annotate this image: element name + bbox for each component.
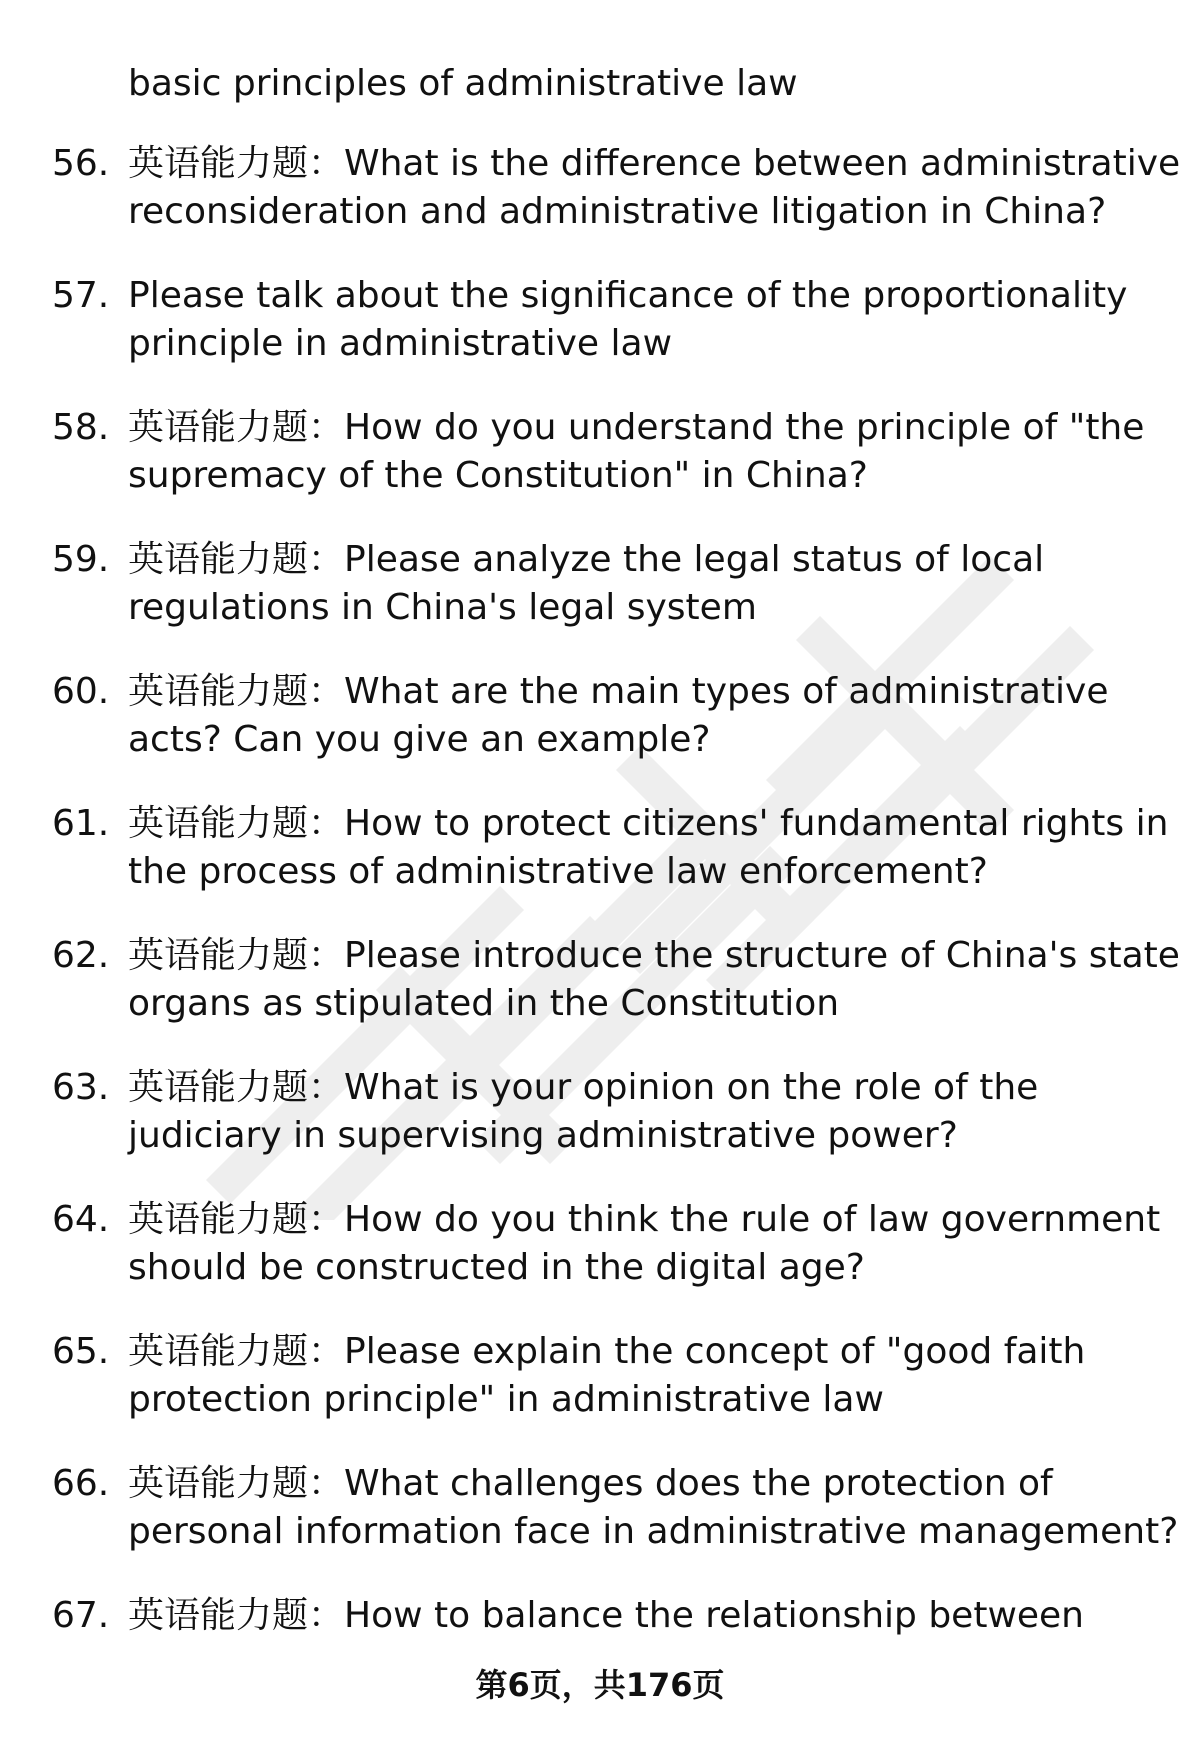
question-text <box>128 1196 1168 1292</box>
question-number: 60. <box>52 671 110 712</box>
question-number: 64. <box>52 1199 110 1240</box>
question-number: 56. <box>52 143 110 184</box>
question-line <box>128 932 1180 980</box>
question-text <box>128 536 1168 632</box>
question-number: 66. <box>52 1463 110 1504</box>
question-line <box>128 1064 1168 1112</box>
question-item <box>0 140 1200 272</box>
question-prefix: 英语能力题： <box>128 1595 345 1636</box>
question-line1: How to protect citizens' fundamental rights in <box>344 803 1169 844</box>
question-number: 63. <box>52 1067 110 1108</box>
question-line2: reconsideration and administrative litigation in China? <box>128 191 1107 232</box>
question-prefix: 英语能力题： <box>128 935 345 976</box>
question-number: 61. <box>52 803 110 844</box>
question-line <box>128 1196 1168 1244</box>
question-line <box>128 536 1168 584</box>
question-item <box>0 404 1200 536</box>
question-line2: organs as stipulated in the Constitution <box>128 983 840 1024</box>
question-prefix: 英语能力题： <box>128 407 345 448</box>
question-prefix: 英语能力题： <box>128 1067 345 1108</box>
question-list <box>0 140 1200 1724</box>
question-line2: should be constructed in the digital age? <box>128 1247 865 1288</box>
question-prefix: 英语能力题： <box>128 1199 345 1240</box>
question-line <box>128 1592 1168 1640</box>
question-line2: protection principle" in administrative law <box>128 1379 884 1420</box>
question-number: 59. <box>52 539 110 580</box>
question-line1: Please explain the concept of "good faith <box>344 1331 1086 1372</box>
question-text <box>128 1592 1168 1640</box>
question-text <box>128 1064 1168 1160</box>
question-line <box>128 800 1168 848</box>
question-item <box>0 1196 1200 1328</box>
question-item <box>0 1460 1200 1592</box>
question-line1: Please analyze the legal status of local <box>344 539 1045 580</box>
question-text <box>128 1328 1168 1424</box>
question-line2: principle in administrative law <box>128 323 673 364</box>
question-text <box>128 932 1180 1028</box>
question-line2: the process of administrative law enforcement? <box>128 851 988 892</box>
question-line <box>128 140 1181 188</box>
question-item <box>0 1328 1200 1460</box>
question-item <box>0 272 1200 404</box>
question-line2: regulations in China's legal system <box>128 587 757 628</box>
question-line <box>128 668 1168 716</box>
question-line1: What challenges does the protection of <box>344 1463 1053 1504</box>
question-number: 58. <box>52 407 110 448</box>
question-line2: supremacy of the Constitution" in China? <box>128 455 868 496</box>
question-line <box>128 404 1168 452</box>
question-prefix: 英语能力题： <box>128 803 345 844</box>
question-text <box>128 140 1181 236</box>
question-line1: What is the difference between administrative <box>344 143 1181 184</box>
question-number: 62. <box>52 935 110 976</box>
question-line1: What is your opinion on the role of the <box>344 1067 1039 1108</box>
question-text <box>128 1460 1179 1556</box>
question-line <box>128 1328 1168 1376</box>
question-item <box>0 1064 1200 1196</box>
question-item <box>0 536 1200 668</box>
question-line1: How do you understand the principle of "the <box>344 407 1145 448</box>
question-prefix: 英语能力题： <box>128 143 345 184</box>
question-line <box>128 272 1168 320</box>
question-line1: How to balance the relationship between <box>344 1595 1085 1636</box>
question-item <box>0 668 1200 800</box>
question-text <box>128 272 1168 368</box>
question-line2: judiciary in supervising administrative power? <box>128 1115 958 1156</box>
question-line <box>128 1460 1168 1508</box>
question-prefix: 英语能力题： <box>128 539 345 580</box>
page-footer: 第6页，共176页 <box>475 1666 725 1704</box>
question-number: 67. <box>52 1595 110 1636</box>
question-line2: personal information face in administrative management? <box>128 1511 1179 1552</box>
question-prefix: 英语能力题： <box>128 671 345 712</box>
question-line2: acts? Can you give an example? <box>128 719 711 760</box>
question-text <box>128 668 1168 764</box>
question-text <box>128 800 1168 896</box>
question-prefix: 英语能力题： <box>128 1463 345 1504</box>
question-number: 65. <box>52 1331 110 1372</box>
question-prefix: 英语能力题： <box>128 1331 345 1372</box>
question-item <box>0 932 1200 1064</box>
question-number: 57. <box>52 275 110 316</box>
question-line1: Please talk about the significance of the proportionality <box>128 275 1128 316</box>
continuation-text: basic principles of administrative law <box>128 63 798 104</box>
question-line1: Please introduce the structure of China's state <box>344 935 1180 976</box>
question-line1: How do you think the rule of law government <box>344 1199 1161 1240</box>
question-item <box>0 800 1200 932</box>
question-text <box>128 404 1168 500</box>
question-line1: What are the main types of administrative <box>344 671 1109 712</box>
